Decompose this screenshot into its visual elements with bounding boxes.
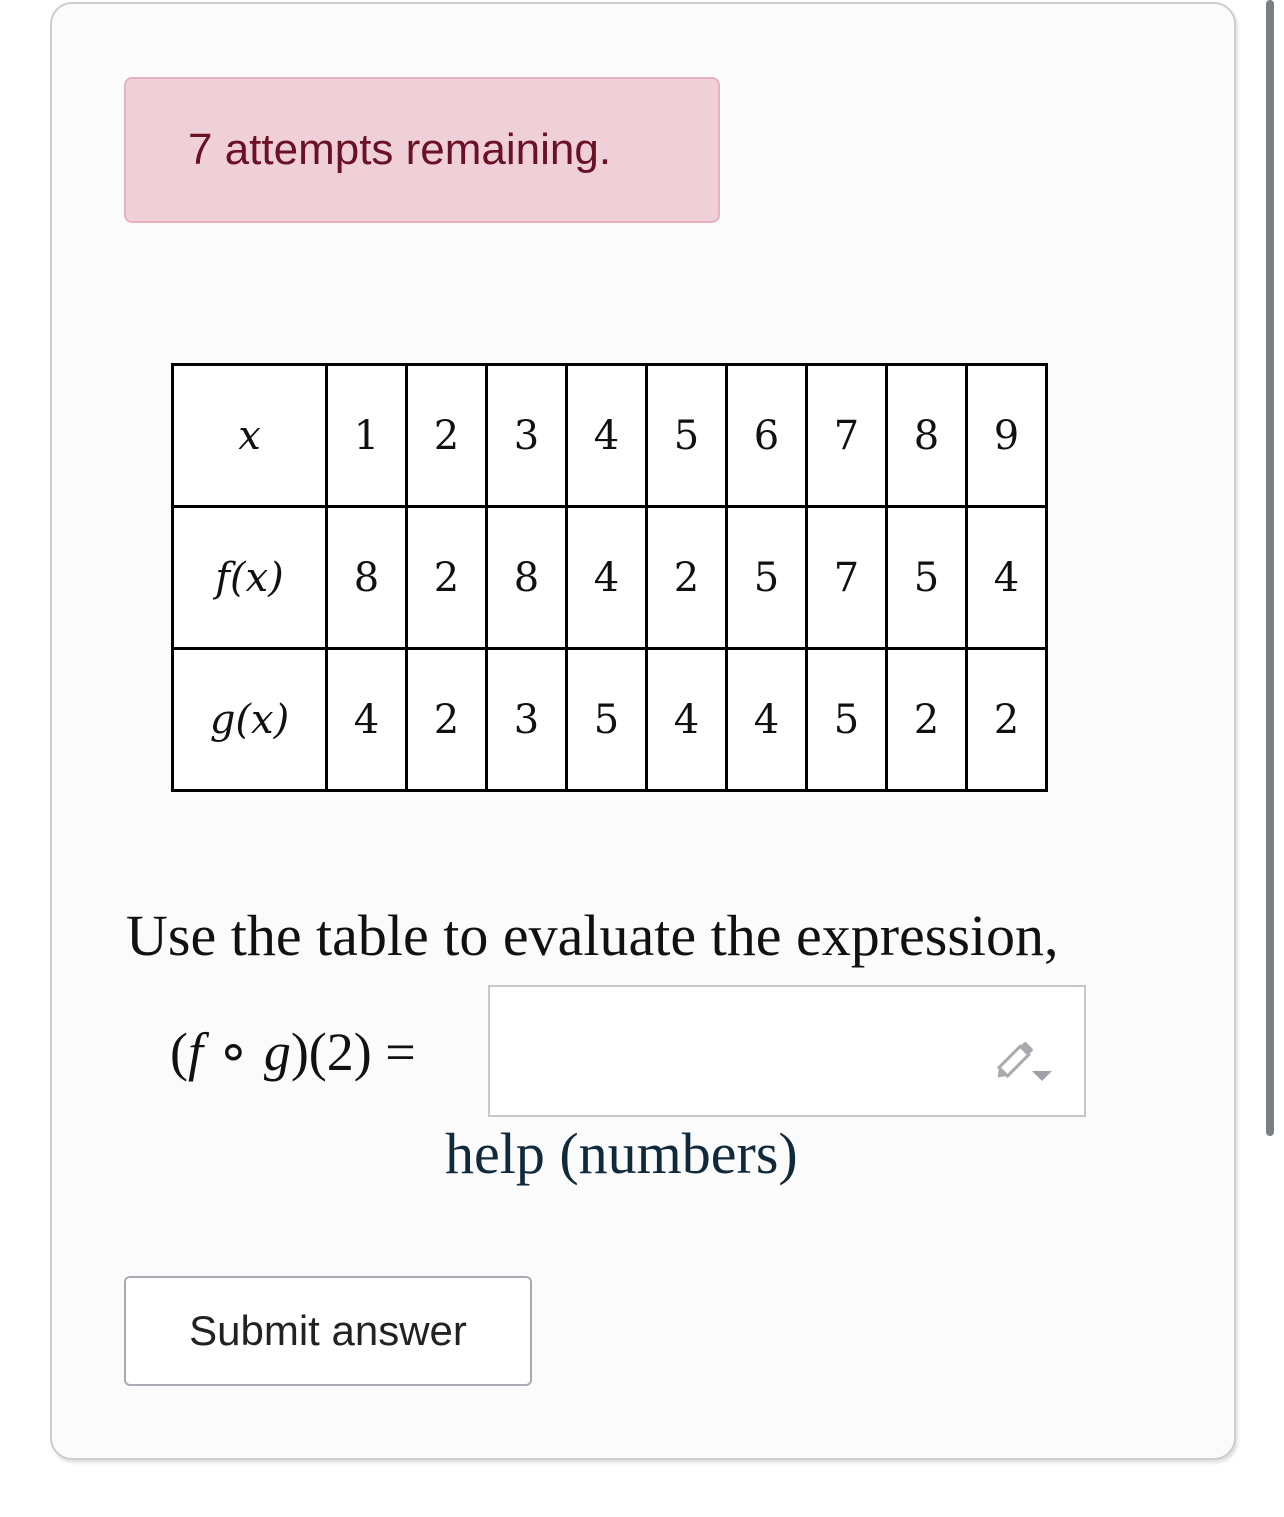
table-cell: 4	[567, 365, 647, 507]
table-cell: 4	[967, 507, 1047, 649]
table-cell: 5	[727, 507, 807, 649]
expr-f: f	[187, 1022, 203, 1082]
answer-box[interactable]	[488, 985, 1086, 1117]
expr-compose-op: ∘	[203, 1022, 264, 1082]
expr-g: g	[263, 1022, 291, 1082]
question-text: Use the table to evaluate the expression,	[126, 903, 1059, 968]
table-row	[173, 365, 1047, 507]
table-row	[173, 507, 1047, 649]
table-cell: 3	[487, 365, 567, 507]
function-table	[171, 363, 1048, 792]
expr-rest: )(2) =	[290, 1022, 416, 1082]
submit-answer-button[interactable]: Submit answer	[124, 1276, 532, 1386]
attempts-text: 7 attempts remaining.	[188, 125, 612, 174]
table-cell: 2	[887, 649, 967, 791]
answer-input[interactable]	[504, 1013, 968, 1091]
table-cell: 2	[407, 365, 487, 507]
table-cell: 7	[807, 507, 887, 649]
row-label: g(x)	[173, 649, 327, 791]
table-cell: 8	[327, 507, 407, 649]
composition-expression: (f ∘ g)(2) =	[170, 1022, 416, 1082]
table-cell: 5	[647, 365, 727, 507]
row-label: f(x)	[173, 507, 327, 649]
attempts-alert	[124, 77, 720, 223]
table-cell: 8	[887, 365, 967, 507]
table-cell: 7	[807, 365, 887, 507]
table-cell: 2	[967, 649, 1047, 791]
table-cell: 4	[567, 507, 647, 649]
table-cell: 4	[727, 649, 807, 791]
table-cell: 8	[487, 507, 567, 649]
table-row	[173, 649, 1047, 791]
table-cell: 5	[807, 649, 887, 791]
table-cell: 2	[407, 649, 487, 791]
row-label: x	[173, 365, 327, 507]
table-cell: 6	[727, 365, 807, 507]
scrollbar[interactable]	[1266, 0, 1274, 1136]
table-cell: 4	[327, 649, 407, 791]
problem-card	[50, 2, 1236, 1460]
pencil-icon[interactable]	[990, 1029, 1054, 1085]
table-cell: 5	[887, 507, 967, 649]
table-cell: 9	[967, 365, 1047, 507]
table-cell: 1	[327, 365, 407, 507]
table-cell: 5	[567, 649, 647, 791]
table-cell: 2	[407, 507, 487, 649]
table-cell: 2	[647, 507, 727, 649]
table-cell: 4	[647, 649, 727, 791]
table-cell: 3	[487, 649, 567, 791]
help-link[interactable]: help (numbers)	[445, 1121, 798, 1186]
